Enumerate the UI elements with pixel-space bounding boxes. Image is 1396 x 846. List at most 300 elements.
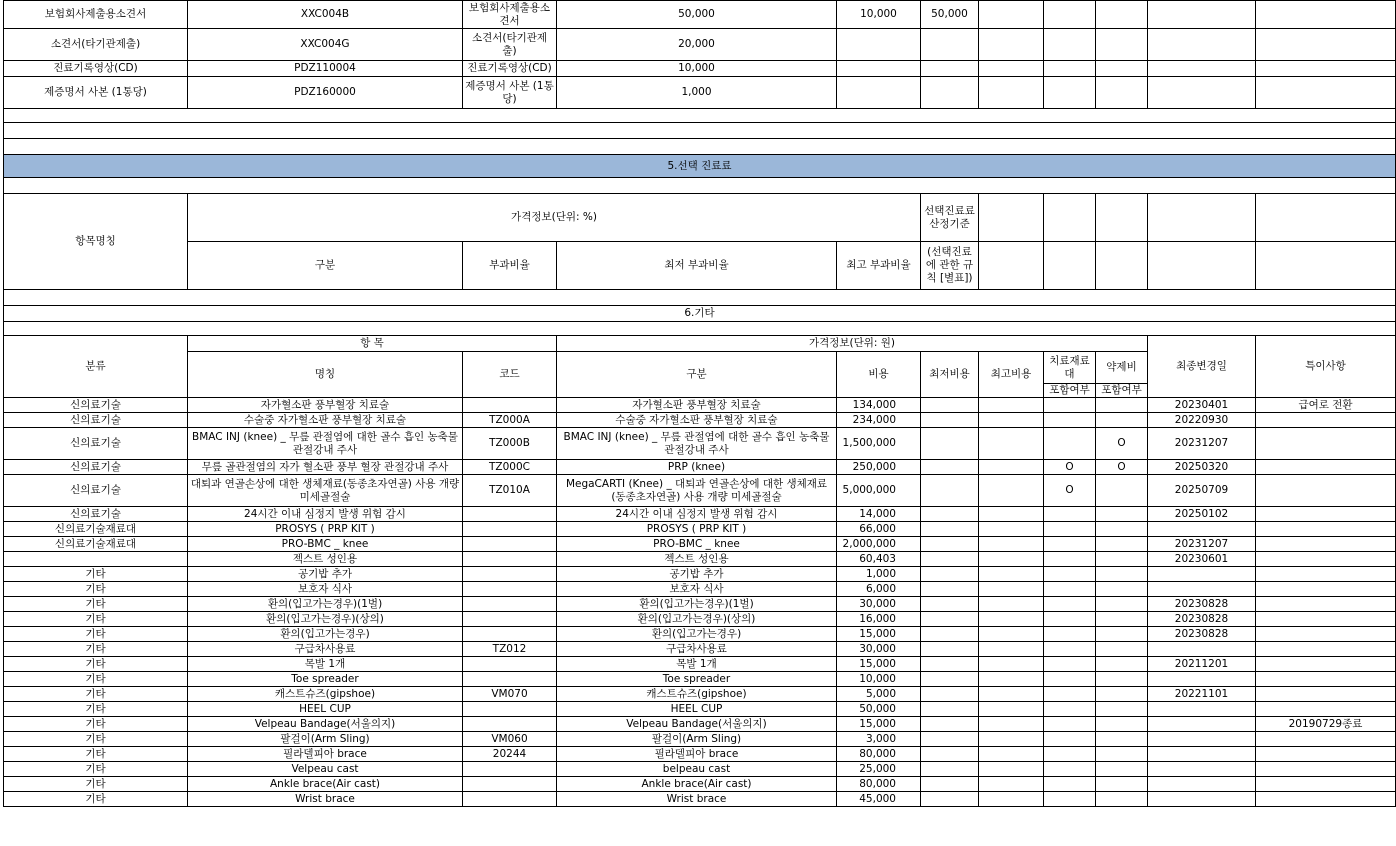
row-max-cost	[979, 428, 1044, 460]
row-updated	[1148, 582, 1256, 597]
table-row	[4, 612, 1396, 627]
row-category: PRP (knee)	[557, 460, 837, 475]
row-max-cost	[979, 762, 1044, 777]
row-drug-included	[1096, 702, 1148, 717]
row-drug-included	[1096, 627, 1148, 642]
row-material-included	[1044, 732, 1096, 747]
row-updated	[1148, 702, 1256, 717]
table-row	[4, 507, 1396, 522]
row-cost: 30,000	[837, 642, 921, 657]
row-code	[463, 672, 557, 687]
empty-cell	[1044, 1, 1096, 29]
row-category: 팔걸이(Arm Sling)	[557, 732, 837, 747]
row-updated	[1148, 672, 1256, 687]
row-updated: 20231207	[1148, 537, 1256, 552]
row-cost: 15,000	[837, 657, 921, 672]
row-name: 보호자 식사	[188, 582, 463, 597]
row-code	[463, 537, 557, 552]
section-6	[4, 306, 1396, 398]
row-category: 수술중 자가혈소판 풍부혈장 치료술	[557, 413, 837, 428]
empty-cell	[1044, 29, 1096, 61]
row-name: 구급차사용료	[188, 642, 463, 657]
row-code	[463, 398, 557, 413]
row-category: 환의(입고가는경우)(1벌)	[557, 597, 837, 612]
row-max-cost	[979, 702, 1044, 717]
row-name: 목발 1개	[188, 657, 463, 672]
row-cost: 5,000,000	[837, 475, 921, 507]
row-name: 팔걸이(Arm Sling)	[188, 732, 463, 747]
row-category: 젝스트 성인용	[557, 552, 837, 567]
row-category: 목발 1개	[557, 657, 837, 672]
row-material-included	[1044, 428, 1096, 460]
top-rows	[4, 1, 1396, 109]
empty-cell	[1044, 77, 1096, 109]
row-class: 신의료기술	[4, 428, 188, 460]
row-updated: 20230828	[1148, 627, 1256, 642]
row-cost: 60,403	[837, 552, 921, 567]
row-code	[463, 717, 557, 732]
row-max-cost	[979, 507, 1044, 522]
row-drug-included	[1096, 657, 1148, 672]
row-code: TZ000A	[463, 413, 557, 428]
row-class: 신의료기술재료대	[4, 537, 188, 552]
row-material-included	[1044, 702, 1096, 717]
row-min-cost	[921, 507, 979, 522]
row-min-cost	[921, 702, 979, 717]
row-max-cost	[979, 398, 1044, 413]
row-class: 기타	[4, 717, 188, 732]
class-header: 분류	[4, 336, 188, 398]
row-note	[1256, 597, 1396, 612]
row-min-cost	[921, 597, 979, 612]
row-name: 자가혈소판 풍부혈장 치료술	[188, 398, 463, 413]
row-name: Velpeau cast	[188, 762, 463, 777]
row-max-cost	[979, 597, 1044, 612]
row-drug-included	[1096, 687, 1148, 702]
row-note	[1256, 582, 1396, 597]
row-cost: 3,000	[837, 732, 921, 747]
item-max	[921, 77, 979, 109]
row-class: 기타	[4, 672, 188, 687]
table-row	[4, 460, 1396, 475]
row-min-cost	[921, 777, 979, 792]
row-class: 신의료기술재료대	[4, 522, 188, 537]
row-drug-included: O	[1096, 428, 1148, 460]
row-max-cost	[979, 475, 1044, 507]
row-name: PRO-BMC _ knee	[188, 537, 463, 552]
row-category: 캐스트슈즈(gipshoe)	[557, 687, 837, 702]
empty-cell	[1148, 77, 1256, 109]
row-class: 신의료기술	[4, 413, 188, 428]
row-cost: 234,000	[837, 413, 921, 428]
row-max-cost	[979, 460, 1044, 475]
row-class: 신의료기술	[4, 475, 188, 507]
row-note	[1256, 627, 1396, 642]
row-category: Toe spreader	[557, 672, 837, 687]
row-drug-included	[1096, 413, 1148, 428]
row-category: 보호자 식사	[557, 582, 837, 597]
row-code	[463, 657, 557, 672]
table-row	[4, 522, 1396, 537]
row-class: 기타	[4, 627, 188, 642]
category-header: 구분	[188, 242, 463, 290]
row-class: 기타	[4, 657, 188, 672]
row-cost: 5,000	[837, 687, 921, 702]
row-category: 24시간 이내 심정지 발생 위험 감시	[557, 507, 837, 522]
row-material-included	[1044, 567, 1096, 582]
row-material-included	[1044, 582, 1096, 597]
row-code	[463, 522, 557, 537]
item-category: 보험회사제출용소견서	[463, 1, 557, 29]
row-category: 환의(입고가는경우)(상의)	[557, 612, 837, 627]
item-price: 10,000	[557, 61, 837, 77]
row-note	[1256, 687, 1396, 702]
row-code	[463, 582, 557, 597]
item-min	[837, 29, 921, 61]
item-category: 소견서(타기관제출)	[463, 29, 557, 61]
row-category: Wrist brace	[557, 792, 837, 807]
row-updated: 20230828	[1148, 612, 1256, 627]
row-max-cost	[979, 792, 1044, 807]
row-updated: 20211201	[1148, 657, 1256, 672]
section-5-title: 5.선택 진료료	[4, 155, 1396, 178]
table-row	[4, 627, 1396, 642]
row-code	[463, 507, 557, 522]
item-max	[921, 29, 979, 61]
empty-cell	[1256, 61, 1396, 77]
row-max-cost	[979, 612, 1044, 627]
row-name: 수술중 자가혈소판 풍부혈장 치료술	[188, 413, 463, 428]
row-material-included	[1044, 747, 1096, 762]
row-material-included	[1044, 792, 1096, 807]
row-note: 급여로 전환	[1256, 398, 1396, 413]
row-max-cost	[979, 642, 1044, 657]
row-code: TZ012	[463, 642, 557, 657]
min-cost-header: 최저비용	[921, 352, 979, 398]
item-price: 20,000	[557, 29, 837, 61]
table-row	[4, 567, 1396, 582]
table-row	[4, 792, 1396, 807]
row-min-cost	[921, 762, 979, 777]
row-drug-included	[1096, 777, 1148, 792]
row-code	[463, 792, 557, 807]
table-row	[4, 672, 1396, 687]
row-name: Toe spreader	[188, 672, 463, 687]
row-updated: 20230401	[1148, 398, 1256, 413]
row-note	[1256, 747, 1396, 762]
criteria-header: 선택진료료 산정기준	[921, 194, 979, 242]
row-name: 환의(입고가는경우)(1벌)	[188, 597, 463, 612]
row-max-cost	[979, 567, 1044, 582]
row-class: 기타	[4, 762, 188, 777]
row-material-included	[1044, 717, 1096, 732]
row-min-cost	[921, 475, 979, 507]
row-min-cost	[921, 717, 979, 732]
row-name: 캐스트슈즈(gipshoe)	[188, 687, 463, 702]
row-drug-included	[1096, 522, 1148, 537]
row-updated	[1148, 642, 1256, 657]
row-code: TZ010A	[463, 475, 557, 507]
row-min-cost	[921, 657, 979, 672]
row-category: PROSYS ( PRP KIT )	[557, 522, 837, 537]
row-category: PRO-BMC _ knee	[557, 537, 837, 552]
row-drug-included	[1096, 507, 1148, 522]
row-max-cost	[979, 672, 1044, 687]
table-row	[4, 642, 1396, 657]
row-note: 20190729종료	[1256, 717, 1396, 732]
row-class: 기타	[4, 687, 188, 702]
fee-table	[3, 0, 1396, 807]
item-min	[837, 77, 921, 109]
row-cost: 25,000	[837, 762, 921, 777]
row-category: belpeau cast	[557, 762, 837, 777]
fee-row	[4, 29, 1396, 61]
row-note	[1256, 537, 1396, 552]
row-cost: 45,000	[837, 792, 921, 807]
empty-cell	[1256, 1, 1396, 29]
row-material-included	[1044, 398, 1096, 413]
row-drug-included	[1096, 552, 1148, 567]
row-material-included	[1044, 522, 1096, 537]
row-name: 젝스트 성인용	[188, 552, 463, 567]
row-max-cost	[979, 537, 1044, 552]
row-note	[1256, 762, 1396, 777]
row-name: Wrist brace	[188, 792, 463, 807]
fee-row	[4, 77, 1396, 109]
row-min-cost	[921, 792, 979, 807]
row-updated	[1148, 522, 1256, 537]
row-updated	[1148, 792, 1256, 807]
row-name: 필라델피아 brace	[188, 747, 463, 762]
row-class: 기타	[4, 747, 188, 762]
row-material-included	[1044, 507, 1096, 522]
row-max-cost	[979, 627, 1044, 642]
row-min-cost	[921, 398, 979, 413]
row-class: 기타	[4, 702, 188, 717]
row-min-cost	[921, 552, 979, 567]
row-category: 자가혈소판 풍부혈장 치료술	[557, 398, 837, 413]
row-class: 기타	[4, 612, 188, 627]
row-note	[1256, 507, 1396, 522]
row-note	[1256, 522, 1396, 537]
empty-cell	[1096, 1, 1148, 29]
table-row	[4, 428, 1396, 460]
row-updated: 20231207	[1148, 428, 1256, 460]
row-drug-included: O	[1096, 460, 1148, 475]
row-cost: 16,000	[837, 612, 921, 627]
row-note	[1256, 413, 1396, 428]
row-category: HEEL CUP	[557, 702, 837, 717]
row-min-cost	[921, 687, 979, 702]
empty-cell	[1148, 1, 1256, 29]
row-code	[463, 777, 557, 792]
updated-header: 최종변경일	[1148, 336, 1256, 398]
row-max-cost	[979, 552, 1044, 567]
min-rate-header: 최저 부과비율	[557, 242, 837, 290]
table-row	[4, 717, 1396, 732]
empty-cell	[1148, 29, 1256, 61]
row-code	[463, 567, 557, 582]
empty-cell	[1148, 61, 1256, 77]
row-material-included	[1044, 552, 1096, 567]
row-note	[1256, 612, 1396, 627]
row-name: 대퇴과 연골손상에 대한 생체재료(동종초자연골) 사용 개량 미세골절술	[188, 475, 463, 507]
row-cost: 10,000	[837, 672, 921, 687]
table-row	[4, 597, 1396, 612]
row-updated	[1148, 762, 1256, 777]
row-min-cost	[921, 582, 979, 597]
row-cost: 80,000	[837, 777, 921, 792]
row-updated: 20230601	[1148, 552, 1256, 567]
empty-cell	[1256, 29, 1396, 61]
row-max-cost	[979, 657, 1044, 672]
row-name: 환의(입고가는경우)(상의)	[188, 612, 463, 627]
empty-cell	[979, 77, 1044, 109]
row-drug-included	[1096, 612, 1148, 627]
row-note	[1256, 657, 1396, 672]
row-min-cost	[921, 413, 979, 428]
price-info-header: 가격정보(단위: %)	[188, 194, 921, 242]
row-class: 기타	[4, 582, 188, 597]
empty-cell	[1044, 61, 1096, 77]
row-class: 기타	[4, 597, 188, 612]
price-info-won-header: 가격정보(단위: 원)	[557, 336, 1148, 352]
row-max-cost	[979, 687, 1044, 702]
row-note	[1256, 642, 1396, 657]
item-name: 진료기록영상(CD)	[4, 61, 188, 77]
row-cost: 250,000	[837, 460, 921, 475]
row-name: HEEL CUP	[188, 702, 463, 717]
row-code	[463, 627, 557, 642]
item-category: 진료기록영상(CD)	[463, 61, 557, 77]
row-code: TZ000C	[463, 460, 557, 475]
row-min-cost	[921, 537, 979, 552]
row-class: 신의료기술	[4, 398, 188, 413]
row-min-cost	[921, 627, 979, 642]
row-drug-included	[1096, 672, 1148, 687]
row-updated	[1148, 747, 1256, 762]
row-min-cost	[921, 642, 979, 657]
row-material-included	[1044, 597, 1096, 612]
table-row	[4, 537, 1396, 552]
row-name: 환의(입고가는경우)	[188, 627, 463, 642]
table-row	[4, 687, 1396, 702]
item-name: 제증명서 사본 (1통당)	[4, 77, 188, 109]
row-updated: 20250320	[1148, 460, 1256, 475]
row-max-cost	[979, 777, 1044, 792]
row-code	[463, 552, 557, 567]
empty-cell	[979, 29, 1044, 61]
row-updated: 20221101	[1148, 687, 1256, 702]
max-cost-header: 최고비용	[979, 352, 1044, 398]
table-row	[4, 762, 1396, 777]
row-note	[1256, 672, 1396, 687]
row-drug-included	[1096, 747, 1148, 762]
row-class: 기타	[4, 777, 188, 792]
row-max-cost	[979, 413, 1044, 428]
row-updated: 20230828	[1148, 597, 1256, 612]
material-header: 치료재료대	[1044, 352, 1096, 384]
row-cost: 14,000	[837, 507, 921, 522]
item-name: 보험회사제출용소견서	[4, 1, 188, 29]
row-cost: 15,000	[837, 717, 921, 732]
row-class: 기타	[4, 642, 188, 657]
row-note	[1256, 552, 1396, 567]
item-code: PDZ110004	[188, 61, 463, 77]
item-name-header: 항목명칭	[4, 194, 188, 290]
empty-cell	[1096, 61, 1148, 77]
item-code: PDZ160000	[188, 77, 463, 109]
row-min-cost	[921, 732, 979, 747]
item-name: 소견서(타기관제출)	[4, 29, 188, 61]
row-min-cost	[921, 428, 979, 460]
row-min-cost	[921, 567, 979, 582]
row-max-cost	[979, 522, 1044, 537]
row-cost: 1,500,000	[837, 428, 921, 460]
drug-incl-header: 포함여부	[1096, 384, 1148, 398]
row-name: 공기밥 추가	[188, 567, 463, 582]
row-code	[463, 762, 557, 777]
table-row	[4, 702, 1396, 717]
item-category: 제증명서 사본 (1통당)	[463, 77, 557, 109]
row-material-included	[1044, 657, 1096, 672]
table-row	[4, 657, 1396, 672]
row-material-included	[1044, 642, 1096, 657]
table-row	[4, 552, 1396, 567]
empty-cell	[1096, 77, 1148, 109]
section-6-rows	[4, 398, 1396, 807]
row-name: PROSYS ( PRP KIT )	[188, 522, 463, 537]
row-category: 환의(입고가는경우)	[557, 627, 837, 642]
row-drug-included	[1096, 567, 1148, 582]
item-max: 50,000	[921, 1, 979, 29]
row-note	[1256, 460, 1396, 475]
material-incl-header: 포함여부	[1044, 384, 1096, 398]
row-min-cost	[921, 747, 979, 762]
name-header: 명칭	[188, 352, 463, 398]
row-updated: 20250102	[1148, 507, 1256, 522]
row-note	[1256, 428, 1396, 460]
row-material-included	[1044, 672, 1096, 687]
row-category: 구급차사용료	[557, 642, 837, 657]
row-name: 24시간 이내 심정지 발생 위험 감시	[188, 507, 463, 522]
row-drug-included	[1096, 475, 1148, 507]
row-name: Velpeau Bandage(서울의지)	[188, 717, 463, 732]
table-row	[4, 747, 1396, 762]
item-min: 10,000	[837, 1, 921, 29]
row-updated	[1148, 567, 1256, 582]
row-note	[1256, 567, 1396, 582]
row-note	[1256, 702, 1396, 717]
row-cost: 80,000	[837, 747, 921, 762]
row-material-included	[1044, 413, 1096, 428]
row-updated: 20220930	[1148, 413, 1256, 428]
row-max-cost	[979, 732, 1044, 747]
row-note	[1256, 792, 1396, 807]
rule-header: (선택진료에 관한 규칙 [별표])	[921, 242, 979, 290]
row-note	[1256, 732, 1396, 747]
row-cost: 1,000	[837, 567, 921, 582]
code-header: 코드	[463, 352, 557, 398]
row-class	[4, 552, 188, 567]
row-category: Ankle brace(Air cast)	[557, 777, 837, 792]
row-min-cost	[921, 612, 979, 627]
row-category: 공기밥 추가	[557, 567, 837, 582]
row-drug-included	[1096, 642, 1148, 657]
item-max	[921, 61, 979, 77]
note-header: 특이사항	[1256, 336, 1396, 398]
item-price: 50,000	[557, 1, 837, 29]
